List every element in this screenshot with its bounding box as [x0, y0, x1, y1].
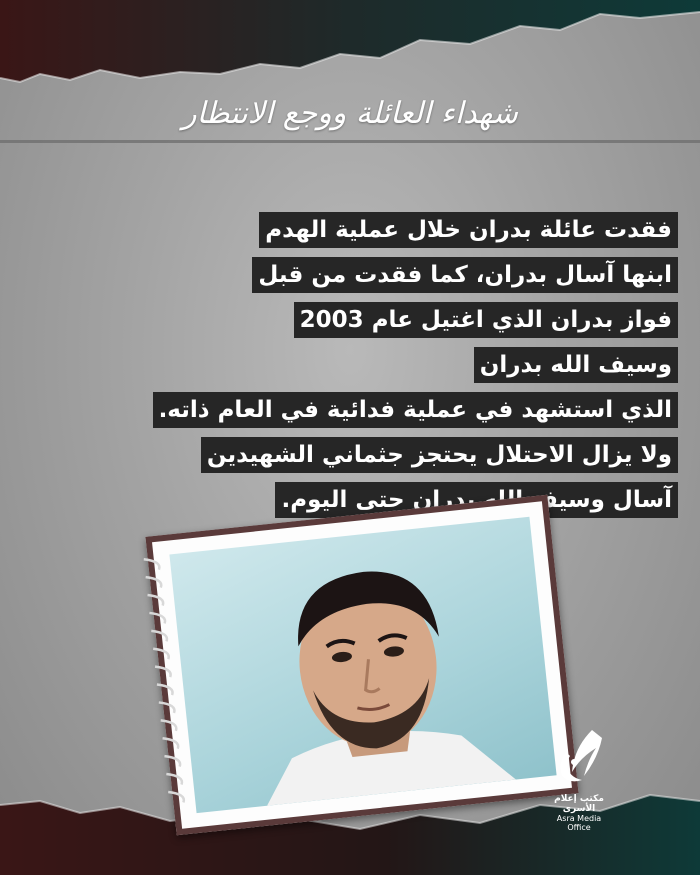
text-line — [58, 257, 678, 302]
title-area — [0, 96, 700, 156]
text-line-content: فقدت عائلة بدران خلال عملية الهدم — [259, 212, 678, 248]
portrait-photo-frame — [145, 495, 578, 836]
torn-paper-top — [0, 0, 700, 95]
text-line-content: فواز بدران الذي اغتيل عام 2003 — [294, 302, 678, 338]
text-line — [58, 347, 678, 392]
text-line — [58, 392, 678, 437]
body-text-block — [58, 212, 678, 527]
asra-media-office-logo — [544, 728, 614, 832]
quill-logo-icon — [544, 728, 614, 790]
logo-name-english: Asra Media Office — [556, 814, 602, 832]
text-line-content: الذي استشهد في عملية فدائية في العام ذاته. — [153, 392, 678, 428]
text-line — [58, 302, 678, 347]
text-line-content: آسال وسيف الله بدران حتى اليوم. — [275, 482, 678, 518]
text-line — [58, 212, 678, 257]
text-line-content: وسيف الله بدران — [474, 347, 678, 383]
portrait-illustration — [169, 517, 556, 813]
page-title: شهداء العائلة ووجع الانتظار — [182, 96, 518, 131]
text-line — [58, 437, 678, 482]
title-divider — [0, 140, 700, 143]
text-line-content: ابنها آسال بدران، كما فقدت من قبل — [252, 257, 678, 293]
portrait-photo — [169, 517, 556, 813]
logo-name-arabic: مكتب إعلام الأسرى — [554, 794, 604, 814]
text-line-content: ولا يزال الاحتلال يحتجز جثماني الشهيدين — [201, 437, 678, 473]
